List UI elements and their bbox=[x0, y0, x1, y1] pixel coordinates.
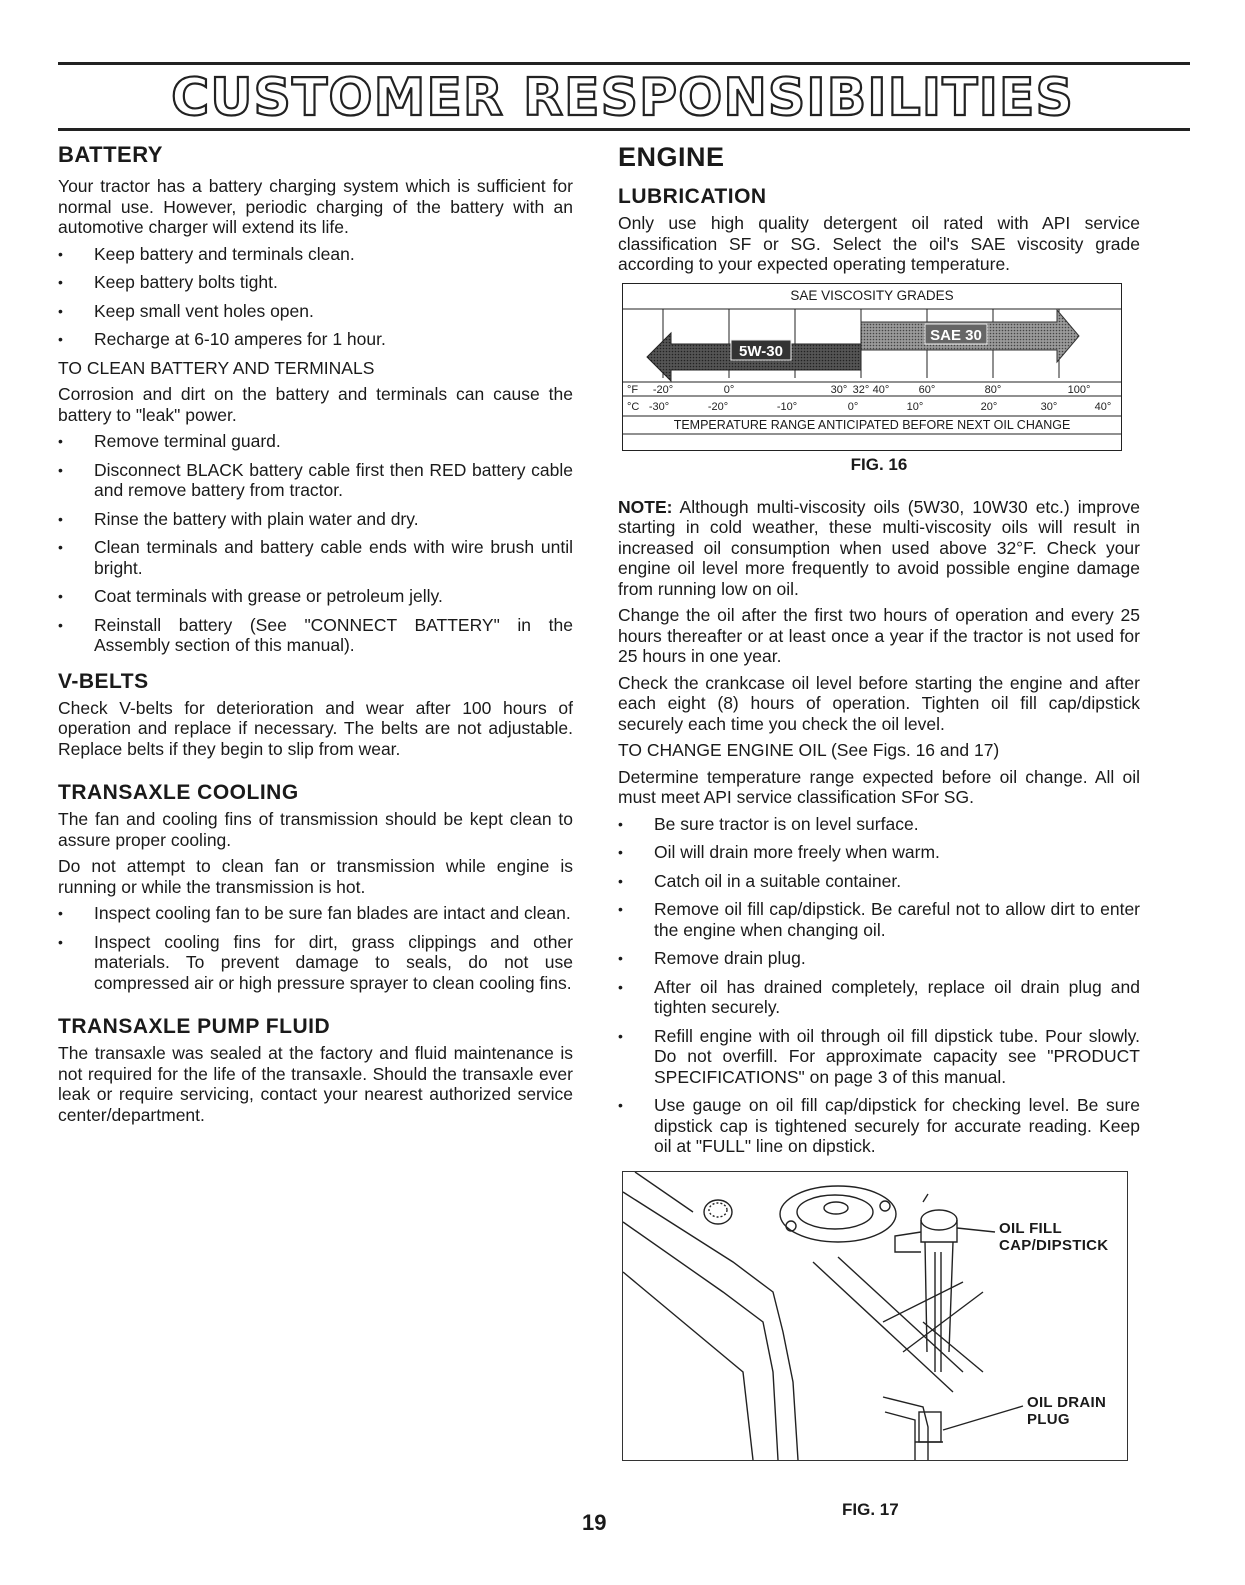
transaxle-pump-text: The transaxle was sealed at the factory and fluid maintenance is not required for the life of the transaxle. Should the transaxle ever leak or require servicing, contact your nearest authorized service center/department. bbox=[58, 1043, 573, 1125]
list-item: • Reinstall battery (See "CONNECT BATTERY" in the Assembly section of this manual). bbox=[58, 615, 573, 656]
page-title: CUSTOMER RESPONSIBILITIES bbox=[171, 68, 1074, 128]
list-item: • Refill engine with oil through oil fill dipstick tube. Pour slowly. Do not overfill. For approximate capacity see "PRODUCT SPECIFICATIONS" on page 3 of this manual. bbox=[618, 1026, 1140, 1088]
list-item: • Coat terminals with grease or petroleum jelly. bbox=[58, 586, 573, 607]
f-unit: °F bbox=[627, 383, 639, 396]
list-item: • Clean terminals and battery cable ends with wire brush until bright. bbox=[58, 537, 573, 578]
oil-drain-label-line1: OIL DRAIN bbox=[1027, 1393, 1107, 1411]
list-item: • Remove drain plug. bbox=[618, 948, 1140, 969]
transaxle-cooling-p2: Do not attempt to clean fan or transmission while engine is running or while the transmission is hot. bbox=[58, 856, 573, 897]
f-tick: 100° bbox=[1067, 383, 1091, 396]
list-item: • Keep battery and terminals clean. bbox=[58, 244, 573, 265]
fig17-illustration bbox=[622, 1171, 1128, 1461]
vbelts-text: Check V-belts for deterioration and wear after 100 hours of operation and replace if necessary. The belts are not adjustable. Replace belts if they begin to slip from wear. bbox=[58, 697, 573, 759]
clean-battery-heading: TO CLEAN BATTERY AND TERMINALS bbox=[58, 357, 375, 378]
list-item: • Use gauge on oil fill cap/dipstick for checking level. Be sure dipstick cap is tightened securely for accurate reading. Keep oil at "FULL" line on dipstick. bbox=[618, 1095, 1140, 1157]
fig17-caption: FIG. 17 bbox=[842, 1500, 899, 1519]
list-item: • Be sure tractor is on level surface. bbox=[618, 814, 1140, 835]
oil-change-interval-text: Change the oil after the first two hours of operation and every 25 hours thereafter or at least once a year if the tractor is not used for 25 hours in one year. bbox=[618, 605, 1140, 666]
lubrication-text: Only use high quality detergent oil rated with API service classification SF or SG. Select the oil's SAE viscosity grade according to your expected operating temperature. bbox=[618, 213, 1140, 274]
list-item: • After oil has drained completely, replace oil drain plug and tighten securely. bbox=[618, 977, 1140, 1018]
f-tick: 60° bbox=[918, 383, 936, 396]
c-tick: -10° bbox=[776, 400, 798, 413]
list-item: • Inspect cooling fan to be sure fan blades are intact and clean. bbox=[58, 903, 573, 924]
right-column bbox=[618, 142, 1140, 1461]
f-tick: 80° bbox=[984, 383, 1002, 396]
chart-title: SAE VISCOSITY GRADES bbox=[790, 287, 954, 303]
list-item: • Remove oil fill cap/dipstick. Be careful not to allow dirt to enter the engine when changing oil. bbox=[618, 899, 1140, 940]
chart-footer: TEMPERATURE RANGE ANTICIPATED BEFORE NEXT OIL CHANGE bbox=[673, 417, 1071, 432]
f-tick: 32° bbox=[852, 383, 870, 396]
clean-battery-intro: Corrosion and dirt on the battery and terminals can cause the battery to "leak" power. bbox=[58, 384, 573, 425]
c-tick: 30° bbox=[1040, 400, 1058, 413]
f-tick: 30° bbox=[830, 383, 848, 396]
change-oil-heading: TO CHANGE ENGINE OIL (See Figs. 16 and 17) bbox=[618, 740, 1000, 760]
list-item: • Keep battery bolts tight. bbox=[58, 272, 573, 293]
change-oil-steps bbox=[618, 814, 1140, 1157]
transaxle-cooling-heading: TRANSAXLE COOLING bbox=[58, 781, 299, 804]
transaxle-cooling-items bbox=[58, 903, 573, 993]
c-tick: 0° bbox=[847, 400, 859, 413]
c-tick: -30° bbox=[648, 400, 670, 413]
page-number: 19 bbox=[582, 1510, 607, 1535]
fig16-caption: FIG. 16 bbox=[850, 454, 908, 474]
list-item: • Disconnect BLACK battery cable first then RED battery cable and remove battery from tractor. bbox=[58, 460, 573, 501]
5w30-label: 5W-30 bbox=[739, 342, 783, 360]
f-tick: -20° bbox=[652, 383, 674, 396]
vbelts-heading: V-BELTS bbox=[58, 669, 149, 693]
engine-heading: ENGINE bbox=[618, 142, 725, 172]
lubrication-heading: LUBRICATION bbox=[618, 185, 767, 208]
oil-drain-label-line2: PLUG bbox=[1027, 1410, 1070, 1428]
oil-fill-label-line2: CAP/DIPSTICK bbox=[999, 1236, 1109, 1254]
title-underline bbox=[58, 128, 1190, 131]
c-tick: 40° bbox=[1094, 400, 1112, 413]
top-rule bbox=[58, 62, 1190, 65]
list-item: • Catch oil in a suitable container. bbox=[618, 871, 1140, 892]
battery-tips bbox=[58, 244, 573, 350]
c-tick: 10° bbox=[906, 400, 924, 413]
list-item: • Keep small vent holes open. bbox=[58, 301, 573, 322]
list-item: • Rinse the battery with plain water and dry. bbox=[58, 509, 573, 530]
oil-check-text: Check the crankcase oil level before starting the engine and after each eight (8) hours of operation. Tighten oil fill cap/dipstick securely each time you check the oil level. bbox=[618, 672, 1140, 734]
sae-viscosity-chart bbox=[622, 283, 1122, 451]
f-tick: 40° bbox=[872, 383, 890, 396]
c-unit: °C bbox=[627, 400, 640, 413]
note-text: Although multi-viscosity oils (5W30, 10W30 etc.) improve starting in cold weather, these multi-viscosity oils will result in increased oil consumption when used above 32°F. Check your engine oil level more frequently to avoid possible engine damage from running low on oil. bbox=[618, 496, 1140, 599]
c-tick: -20° bbox=[707, 400, 729, 413]
note-label: NOTE: bbox=[618, 496, 673, 517]
list-item: • Oil will drain more freely when warm. bbox=[618, 842, 1140, 863]
f-tick: 0° bbox=[723, 383, 735, 396]
clean-battery-steps bbox=[58, 431, 573, 656]
list-item: • Remove terminal guard. bbox=[58, 431, 573, 452]
note-paragraph bbox=[618, 497, 1140, 600]
sae30-label: SAE 30 bbox=[930, 326, 982, 344]
determine-text: Determine temperature range expected before oil change. All oil must meet API service classification SFor SG. bbox=[618, 766, 1140, 807]
list-item: • Inspect cooling fins for dirt, grass clippings and other materials. To prevent damage to seals, do not use compressed air or high pressure sprayer to clean cooling fins. bbox=[58, 932, 573, 994]
list-item: • Recharge at 6-10 amperes for 1 hour. bbox=[58, 329, 573, 350]
transaxle-cooling-p1: The fan and cooling fins of transmission should be kept clean to assure proper cooling. bbox=[58, 809, 573, 850]
left-column bbox=[58, 142, 573, 1131]
oil-fill-label bbox=[999, 1220, 1108, 1254]
battery-heading: BATTERY bbox=[58, 142, 163, 167]
transaxle-pump-heading: TRANSAXLE PUMP FLUID bbox=[58, 1015, 331, 1038]
battery-intro: Your tractor has a battery charging system which is sufficient for normal use. However, periodic charging of the battery with an automotive charger will extend its life. bbox=[58, 176, 573, 237]
oil-drain-label bbox=[1027, 1394, 1106, 1428]
oil-fill-label-line1: OIL FILL bbox=[999, 1219, 1062, 1237]
c-tick: 20° bbox=[980, 400, 998, 413]
